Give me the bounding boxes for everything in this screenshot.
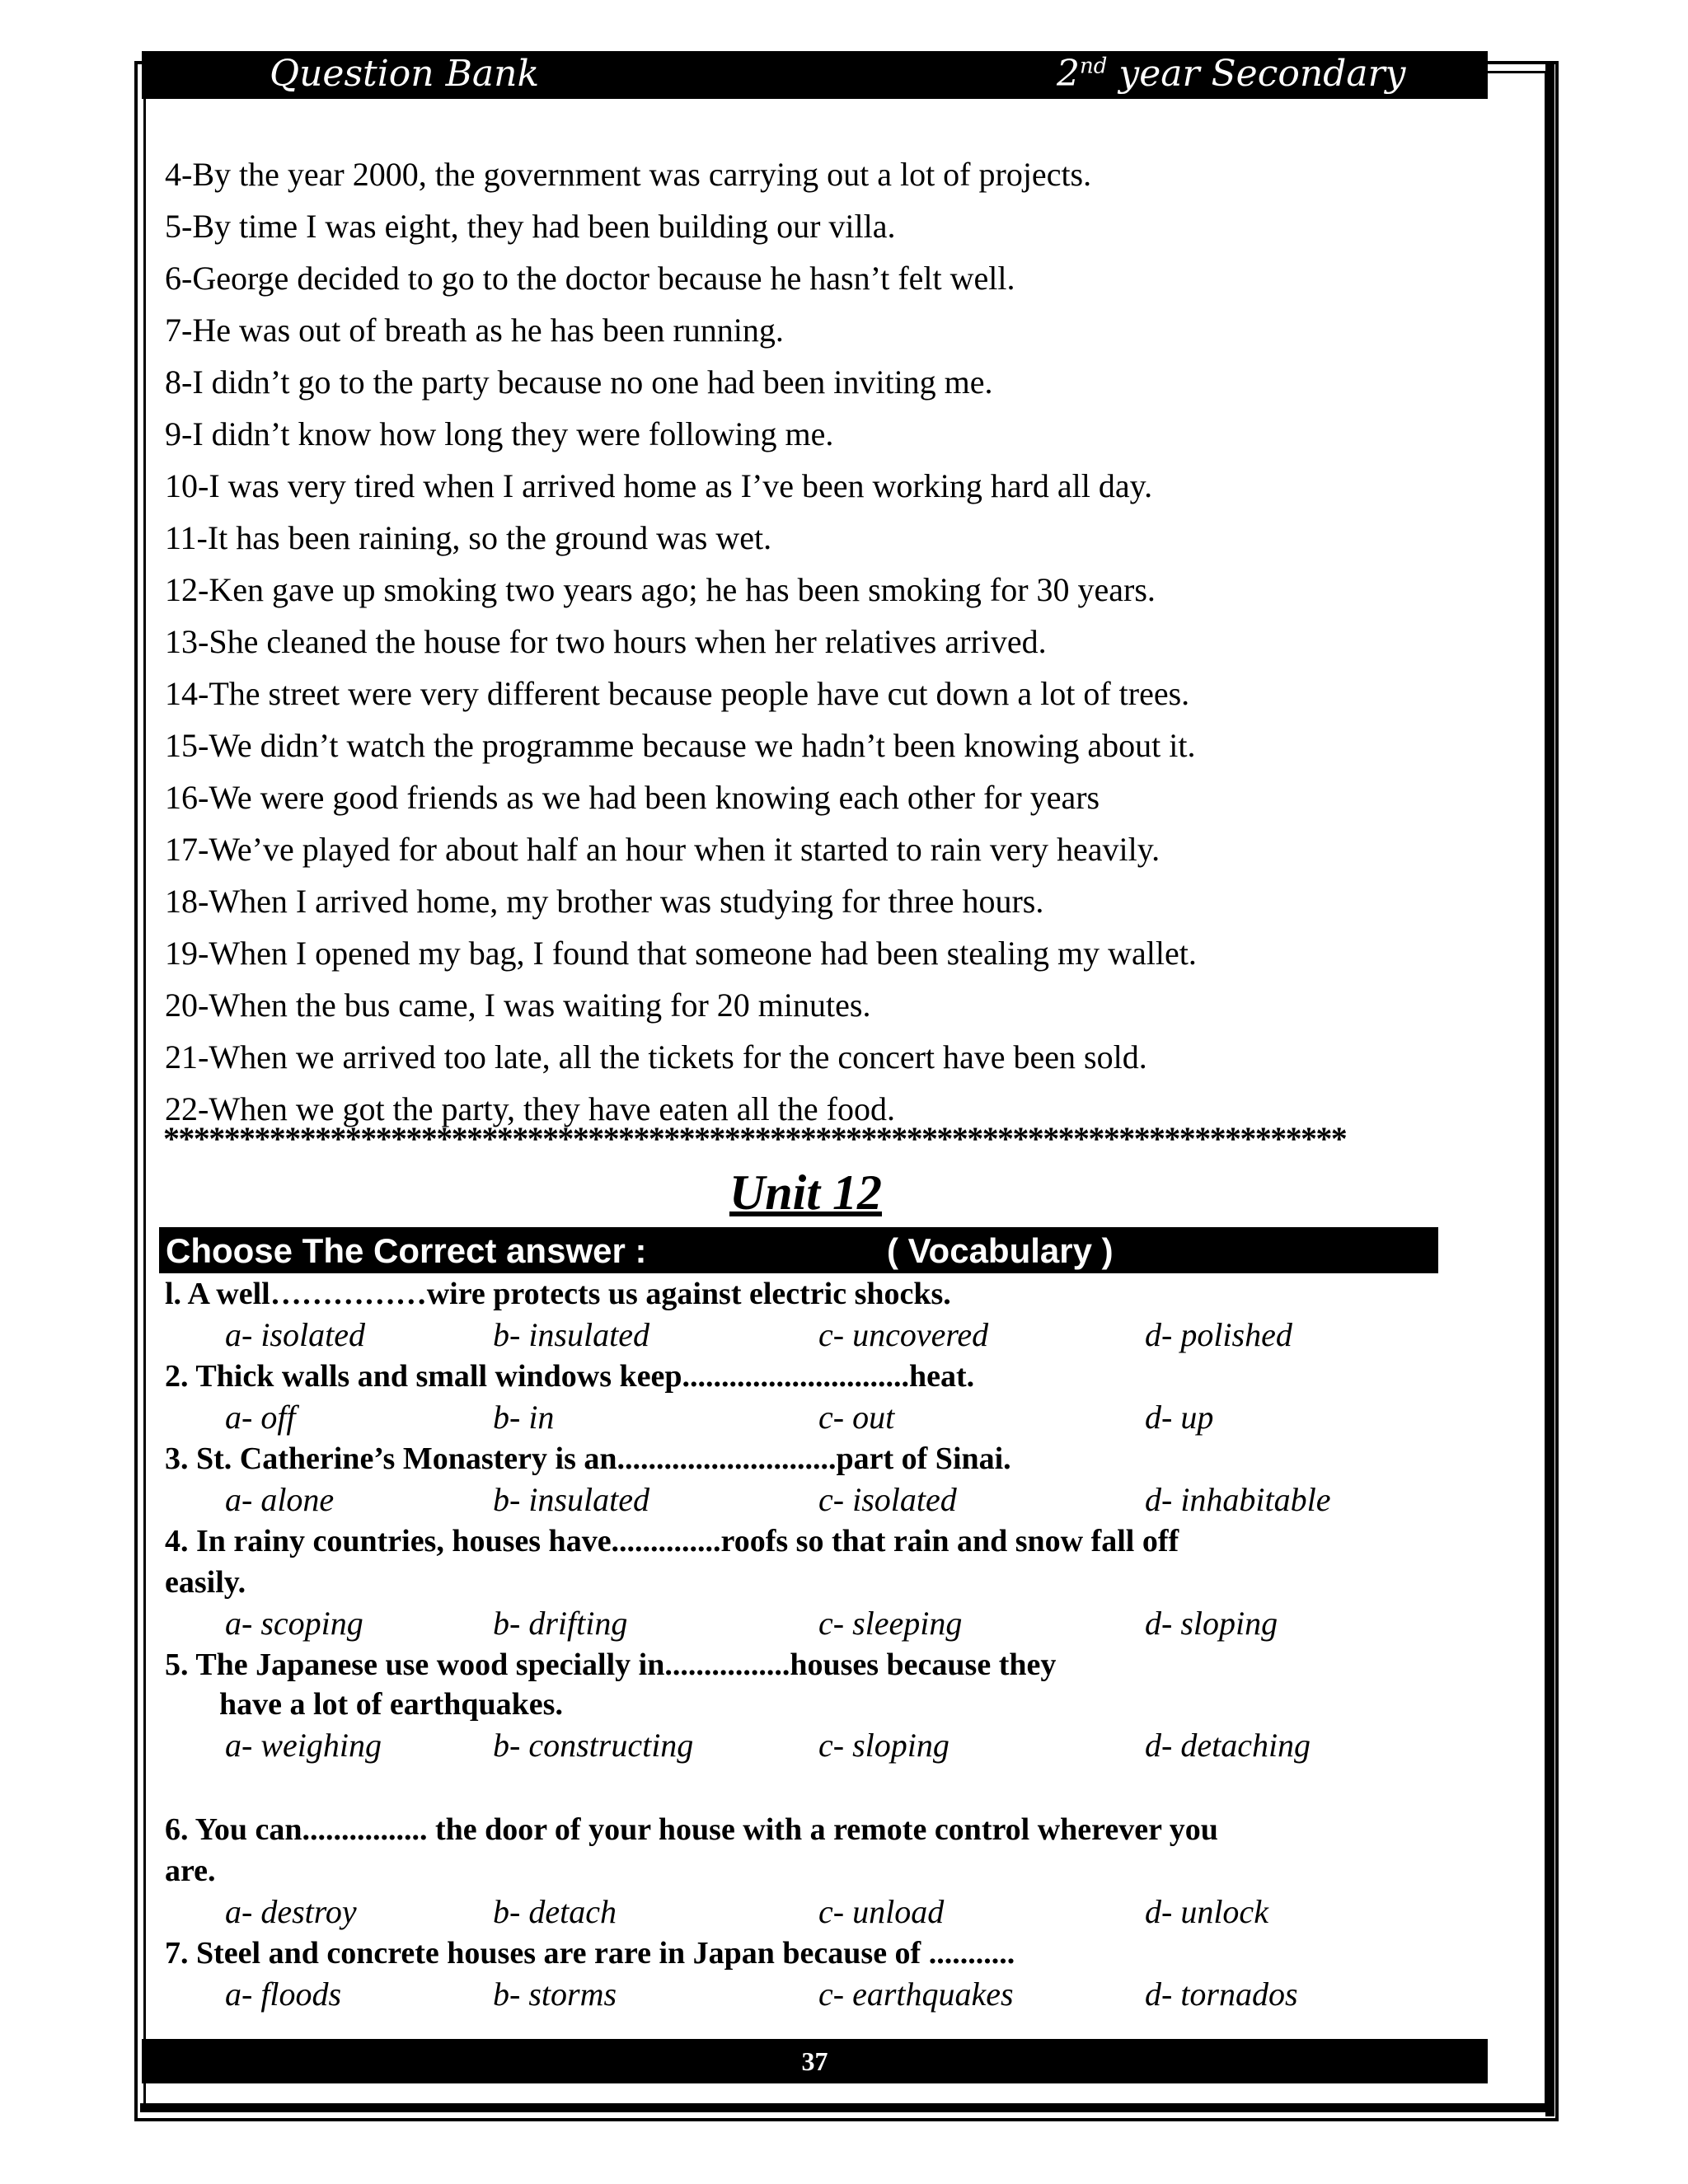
sentence-item: 14-The street were very different because people have cut down a lot of trees.: [165, 675, 1190, 712]
sentence-item: 12-Ken gave up smoking two years ago; he has been smoking for 30 years.: [165, 571, 1156, 608]
answer-options: [0, 1974, 1484, 2015]
option-b[interactable]: b- drifting: [493, 1605, 628, 1642]
separator-stars: ******************************************************************************: [163, 1120, 1347, 1157]
answer-options: [0, 1891, 1484, 1933]
sentence-item: 8-I didn’t go to the party because no one had been inviting me.: [165, 363, 993, 401]
header-grade-suffix: nd: [1080, 54, 1108, 79]
sentence-item: 9-I didn’t know how long they were following me.: [165, 415, 834, 452]
option-c[interactable]: c- sleeping: [818, 1605, 963, 1642]
sentence-item: 10-I was very tired when I arrived home as I’ve been working hard all day.: [165, 467, 1153, 504]
option-c[interactable]: c- isolated: [818, 1481, 957, 1518]
option-b[interactable]: b- storms: [493, 1975, 617, 2013]
question-text: l. A well……………wire protects us against electric shocks.: [165, 1277, 951, 1311]
option-a[interactable]: a- isolated: [225, 1316, 365, 1353]
answer-options: [0, 1725, 1484, 1766]
sentence-item: 20-When the bus came, I was waiting for 20 minutes.: [165, 987, 871, 1024]
option-a[interactable]: a- scoping: [225, 1605, 363, 1642]
sentence-item: 7-He was out of breath as he has been running.: [165, 312, 784, 349]
option-b[interactable]: b- insulated: [493, 1316, 649, 1353]
page-header: [142, 51, 1488, 99]
option-b[interactable]: b- constructing: [493, 1727, 694, 1764]
question-text-continued: easily.: [165, 1565, 246, 1600]
option-d[interactable]: d- up: [1145, 1399, 1214, 1436]
sentence-item: 11-It has been raining, so the ground was wet.: [165, 519, 772, 556]
option-a[interactable]: a- weighing: [225, 1727, 382, 1764]
question-text: 6. You can................ the door of your house with a remote control wherever you: [165, 1812, 1218, 1847]
sentence-item: 21-When we arrived too late, all the tickets for the concert have been sold.: [165, 1038, 1147, 1076]
sentence-item: 5-By time I was eight, they had been building our villa.: [165, 208, 896, 245]
page-footer: [142, 2039, 1488, 2083]
question-text-continued: have a lot of earthquakes.: [219, 1687, 563, 1722]
question-text: 7. Steel and concrete houses are rare in Japan because of ...........: [165, 1936, 1015, 1971]
option-a[interactable]: a- floods: [225, 1975, 342, 2013]
header-title: Question Bank: [270, 53, 540, 95]
header-grade-number: 2: [1057, 53, 1080, 95]
question-text: 4. In rainy countries, houses have..............roofs so that rain and snow fall off: [165, 1524, 1179, 1558]
sentence-item: 22-When we got the party, they have eaten all the food.: [165, 1090, 895, 1127]
sentence-item: 16-We were good friends as we had been knowing each other for years: [165, 779, 1100, 816]
option-d[interactable]: d- unlock: [1145, 1893, 1268, 1930]
option-a[interactable]: a- off: [225, 1399, 296, 1436]
option-b[interactable]: b- in: [493, 1399, 555, 1436]
header-grade-text: year Secondary: [1107, 53, 1406, 95]
option-d[interactable]: d- detaching: [1145, 1727, 1311, 1764]
question-text: 2. Thick walls and small windows keep.............................heat.: [165, 1359, 975, 1394]
answer-options: [0, 1315, 1484, 1356]
sentence-item: 19-When I opened my bag, I found that someone had been stealing my wallet.: [165, 935, 1197, 972]
option-a[interactable]: a- destroy: [225, 1893, 357, 1930]
question-text: 5. The Japanese use wood specially in................houses because they: [165, 1647, 1057, 1682]
sentence-list: [165, 148, 1197, 1135]
option-c[interactable]: c- unload: [818, 1893, 945, 1930]
section-heading-topic: ( Vocabulary ): [887, 1231, 1114, 1270]
header-grade: [1057, 53, 1405, 95]
option-a[interactable]: a- alone: [225, 1481, 335, 1518]
section-heading-instruction: Choose The Correct answer :: [166, 1231, 647, 1270]
sentence-item: 6-George decided to go to the doctor because he hasn’t felt well.: [165, 260, 1015, 297]
sentence-item: 13-She cleaned the house for two hours when her relatives arrived.: [165, 623, 1047, 660]
answer-options: [0, 1479, 1484, 1521]
option-d[interactable]: d- inhabitable: [1145, 1481, 1331, 1518]
question-text-continued: are.: [165, 1854, 216, 1888]
option-c[interactable]: c- uncovered: [818, 1316, 989, 1353]
option-b[interactable]: b- detach: [493, 1893, 617, 1930]
question-text: 3. St. Catherine’s Monastery is an............................part of Sinai.: [165, 1441, 1011, 1476]
page-border-shadow-bottom: [140, 2103, 1554, 2112]
page-border-shadow-right: [1545, 64, 1554, 2116]
section-heading: [159, 1227, 1438, 1273]
option-c[interactable]: c- out: [818, 1399, 895, 1436]
sentence-item: 4-By the year 2000, the government was carrying out a lot of projects.: [165, 156, 1092, 193]
option-c[interactable]: c- sloping: [818, 1727, 950, 1764]
option-d[interactable]: d- tornados: [1145, 1975, 1298, 2013]
sentence-item: 15-We didn’t watch the programme because we hadn’t been knowing about it.: [165, 727, 1196, 764]
option-d[interactable]: d- sloping: [1145, 1605, 1278, 1642]
option-d[interactable]: d- polished: [1145, 1316, 1292, 1353]
option-b[interactable]: b- insulated: [493, 1481, 649, 1518]
unit-title: Unit 12: [729, 1165, 883, 1220]
sentence-item: 17-We’ve played for about half an hour when it started to rain very heavily.: [165, 831, 1160, 868]
sentence-item: 18-When I arrived home, my brother was studying for three hours.: [165, 883, 1044, 920]
answer-options: [0, 1397, 1484, 1438]
page-number: 37: [801, 2046, 828, 2076]
option-c[interactable]: c- earthquakes: [818, 1975, 1014, 2013]
answer-options: [0, 1603, 1484, 1644]
